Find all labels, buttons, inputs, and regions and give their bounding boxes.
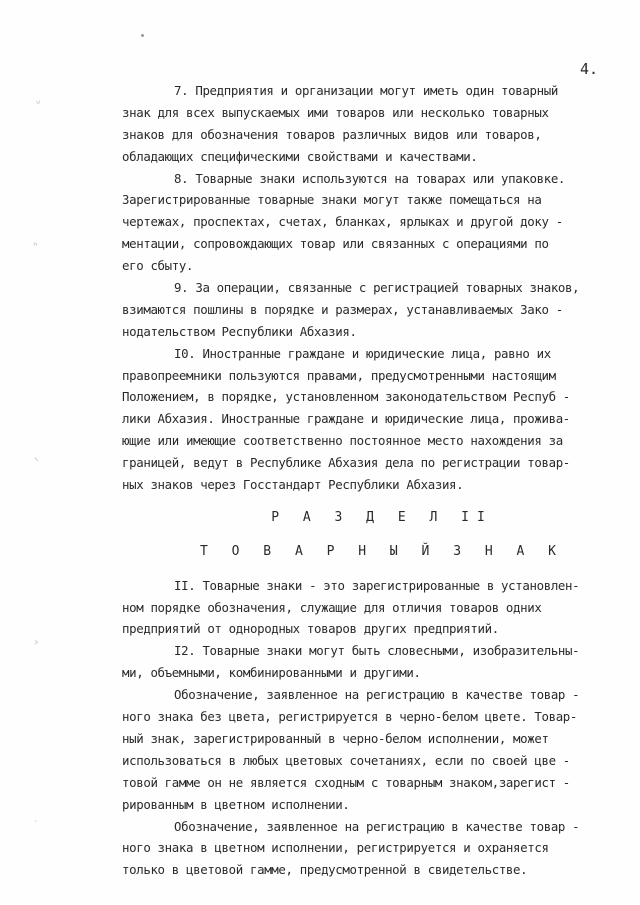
section-one-paragraphs bbox=[122, 80, 612, 496]
text-line: нодательством Республики Абхазия. bbox=[122, 323, 357, 339]
text-line: 9. За операции, связанные с регистрацией товарных знаков, bbox=[174, 280, 580, 296]
text-line: Зарегистрированные товарные знаки могут также помещаться на bbox=[122, 192, 542, 208]
text-line: Обозначение, заявленное на регистрацию в качестве товар - bbox=[174, 687, 580, 703]
text-line: только в цветовой гамме, предусмотренной в свидетельстве. bbox=[122, 862, 528, 878]
text-line: рированным в цветном исполнении. bbox=[122, 796, 350, 812]
text-line: 7. Предприятия и организации могут иметь один товарный bbox=[174, 83, 558, 98]
section-two-paragraphs bbox=[122, 575, 612, 881]
text-line: II. Товарные знаки - это зарегистрированные в установлен- bbox=[174, 577, 580, 593]
section-heading: Р А З Д Е Л II bbox=[271, 509, 493, 525]
text-line: ного знака в цветном исполнении, регистрируется и охраняется bbox=[122, 840, 549, 856]
text-line: границей, ведут в Республике Абхазия дела по регистрации товар- bbox=[122, 455, 570, 471]
text-line: ном порядке обозначения, служащие для отличия товаров одних bbox=[122, 599, 542, 615]
text-line: ного знака без цвета, регистрируется в черно-белом цвете. Товар- bbox=[122, 709, 578, 725]
text-line: его сбыту. bbox=[122, 258, 194, 274]
document-body bbox=[122, 80, 612, 881]
text-line: чертежах, проспектах, счетах, бланках, ярлыках и другой доку - bbox=[122, 214, 563, 230]
text-line: I0. Иностранные граждане и юридические лица, равно их bbox=[174, 345, 551, 361]
text-line: ющие или имеющие соответственно постоянное место нахождения за bbox=[122, 433, 563, 449]
margin-punch-mark: ᐠ bbox=[34, 455, 39, 468]
text-line: знаков для обозначения товаров различных видов или товаров, bbox=[122, 126, 542, 142]
text-line: ный знак, зарегистрированный в черно-белом исполнении, может bbox=[122, 730, 549, 746]
text-line: знак для всех выпускаемых ими товаров или несколько товарных bbox=[122, 104, 549, 120]
text-line: обладающих специфическими свойствами и качествами. bbox=[122, 148, 478, 164]
margin-punch-mark: ᐣ bbox=[34, 638, 39, 651]
text-line: Положением, в порядке, установленном законодательством Респуб - bbox=[122, 389, 570, 405]
margin-punch-mark: ᐧ bbox=[34, 815, 37, 828]
text-line: использоваться в любых цветовых сочетаниях, если по своей цве - bbox=[122, 752, 570, 768]
text-line: ментации, сопровождающих товар или связанных с операциями по bbox=[122, 236, 549, 252]
page-number: 4. bbox=[580, 60, 599, 78]
text-line: I2. Товарные знаки могут быть словесными, изобразительны- bbox=[174, 643, 580, 659]
text-line: ных знаков через Госстандарт Республики Абхазия. bbox=[122, 477, 464, 493]
scan-speck bbox=[141, 34, 144, 37]
text-line: 8. Товарные знаки используются на товарах или упаковке. bbox=[174, 170, 566, 186]
margin-punch-mark: ᐢ bbox=[33, 240, 38, 253]
margin-punch-mark: ᐡ bbox=[36, 98, 41, 111]
text-line: ми, объемными, комбинированными и другими. bbox=[122, 665, 421, 681]
text-line: предприятий от однородных товаров других предприятий. bbox=[122, 621, 499, 637]
text-line: товой гамме он не является сходным с товарным знаком,зарегист - bbox=[122, 774, 570, 790]
section-title: Т О В А Р Н Ы Й З Н А К bbox=[199, 543, 564, 559]
text-line: лики Абхазия. Иностранные граждане и юридические лица, прожива- bbox=[122, 411, 570, 427]
text-line: взимаются пошлины в порядке и размерах, устанавливаемых Зако - bbox=[122, 301, 563, 317]
text-line: правопреемники пользуются правами, предусмотренными настоящим bbox=[122, 367, 556, 383]
text-line: Обозначение, заявленное на регистрацию в качестве товар - bbox=[174, 818, 580, 834]
